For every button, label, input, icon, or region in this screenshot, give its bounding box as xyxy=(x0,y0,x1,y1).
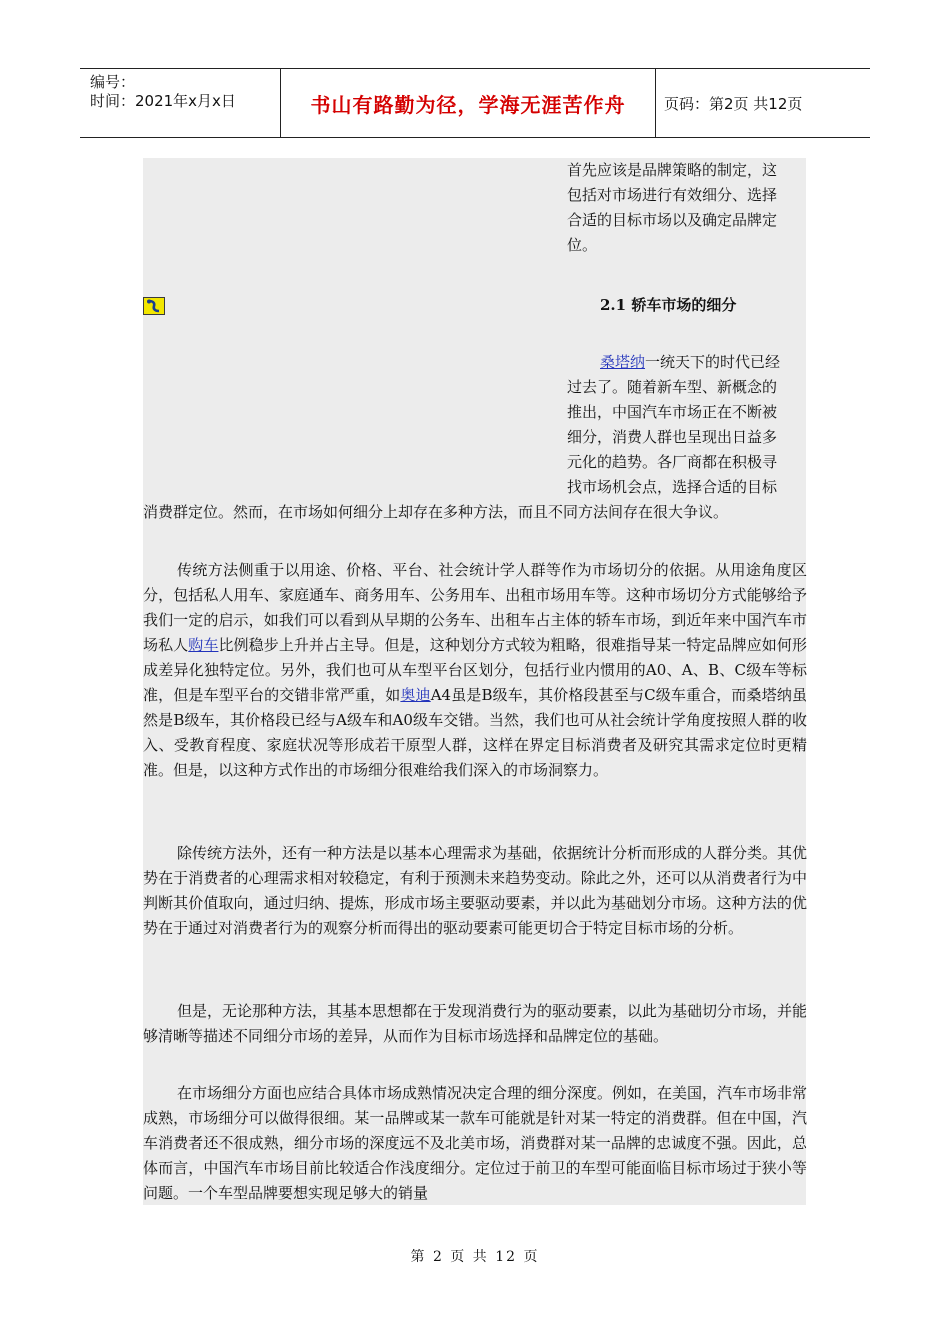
text-run: 一统天下的时代已经 xyxy=(645,353,781,371)
paragraph-however: 但是，无论那种方法，其基本思想都在于发现消费行为的驱动要素，以此为基础切分市场，并能够清晰等描述不同细分市场的差异，从而作为目标市场选择和品牌定位的基础。 xyxy=(143,1002,808,1045)
section-intro-line: 推出，中国汽车市场正在不断被 xyxy=(567,403,778,421)
header-page-number: 页码：第2页 共12页 xyxy=(664,94,803,113)
intro-paragraph xyxy=(567,158,807,258)
section-intro-line: 找市场机会点，选择合适的目标 xyxy=(567,478,778,496)
header-meta xyxy=(80,69,280,137)
paragraph-psychological-method: 除传统方法外，还有一种方法是以基本心理需求为基础，依据统计分析而形成的人群分类。其优势在于消费者的心理需求相对较稳定，有利于预测未来趋势变动。除此之外，还可以从消费者行为中判断其价值取向，通过归纳、提炼，形成市场主要驱动要素，并以此为基础划分市场。这种方法的优势在于通过对消费者行为的观察分析而得出的驱动要素可能更切合于特定目标市场的分析。 xyxy=(143,844,808,937)
header-motto: 书山有路勤为径，学海无涯苦作舟 xyxy=(280,69,656,137)
doc-number-label: 编号： xyxy=(90,73,136,91)
section-intro-line: 细分，消费人群也呈现出日益多 xyxy=(567,428,778,446)
section-intro-full-line: 消费群定位。然而，在市场如何细分上却存在多种方法，而且不同方法间存在很大争议。 xyxy=(143,503,729,521)
link-car-purchase[interactable]: 购车 xyxy=(188,636,219,654)
intro-line: 合适的目标市场以及确定品牌定 xyxy=(567,211,778,229)
doc-date-label: 时间：2021年x月x日 xyxy=(90,92,236,110)
link-audi[interactable]: 奥迪 xyxy=(400,686,431,704)
section-intro-first-line xyxy=(567,350,807,375)
intro-line: 包括对市场进行有效细分、选择 xyxy=(567,186,778,204)
section-intro-line: 过去了。随着新车型、新概念的 xyxy=(567,378,778,396)
text-run: 比例稳步上升并占主导。但是，这种划分方式较为粗略，很难指导某一特定品牌应如何形成差异化独特定位。另外，我们也可从车型平台区划分，包括行业内惯用的A0、A、B、C级车等标准，但是车型平台的交错非常严重，如 xyxy=(143,636,807,704)
intro-line: 位。 xyxy=(567,236,598,254)
text-run: A4虽是B级车，其价格段甚至与C级车重合，而桑塔纳虽然是B级车，其价格段已经与A级车和A0级车交错。当然，我们也可从社会统计学角度按照人群的收入、受教育程度、家庭状况等形成若干原型人群，这样在界定目标消费者及研究其需求定位时更精准。但是，以这种方式作出的市场细分很难给我们深入的市场洞察力。 xyxy=(143,686,807,779)
section-intro xyxy=(567,350,807,500)
text-run: 传统方法侧重于以用途、价格、平台、社会统计学人群等作为市场切分的依据。从用途角度区分，包括私人用车、家庭通车、商务用车、公务用车、出租市场用车等。这种市场切分方式能够给予我们一定的启示，如我们可以看到从早期的公务车、出租车占主体的轿车市场，到近年来中国汽车市场私人 xyxy=(143,561,807,654)
link-santana[interactable]: 桑塔纳 xyxy=(600,353,646,371)
paragraph-segmentation-depth: 在市场细分方面也应结合具体市场成熟情况决定合理的细分深度。例如，在美国，汽车市场非常成熟，市场细分可以做得很细。某一品牌或某一款车可能就是针对某一特定的消费群。但在中国，汽车消费者还不很成熟，细分市场的深度远不及北美市场，消费群对某一品牌的忠诚度不强。因此，总体而言，中国汽车市场目前比较适合作浅度细分。定位过于前卫的车型可能面临目标市场过于狭小等问题。一个车型品牌要想实现足够大的销量 xyxy=(143,1084,808,1202)
intro-line: 首先应该是品牌策略的制定，这 xyxy=(567,161,778,179)
section-intro-line: 元化的趋势。各厂商都在积极寻 xyxy=(567,453,778,471)
wrench-cursor-icon xyxy=(143,297,165,315)
page-footer: 第 2 页 共 12 页 xyxy=(410,1249,540,1265)
section-heading: 2.1 轿车市场的细分 xyxy=(600,296,737,314)
paragraph-traditional-methods xyxy=(143,558,807,783)
page-header xyxy=(80,68,870,138)
